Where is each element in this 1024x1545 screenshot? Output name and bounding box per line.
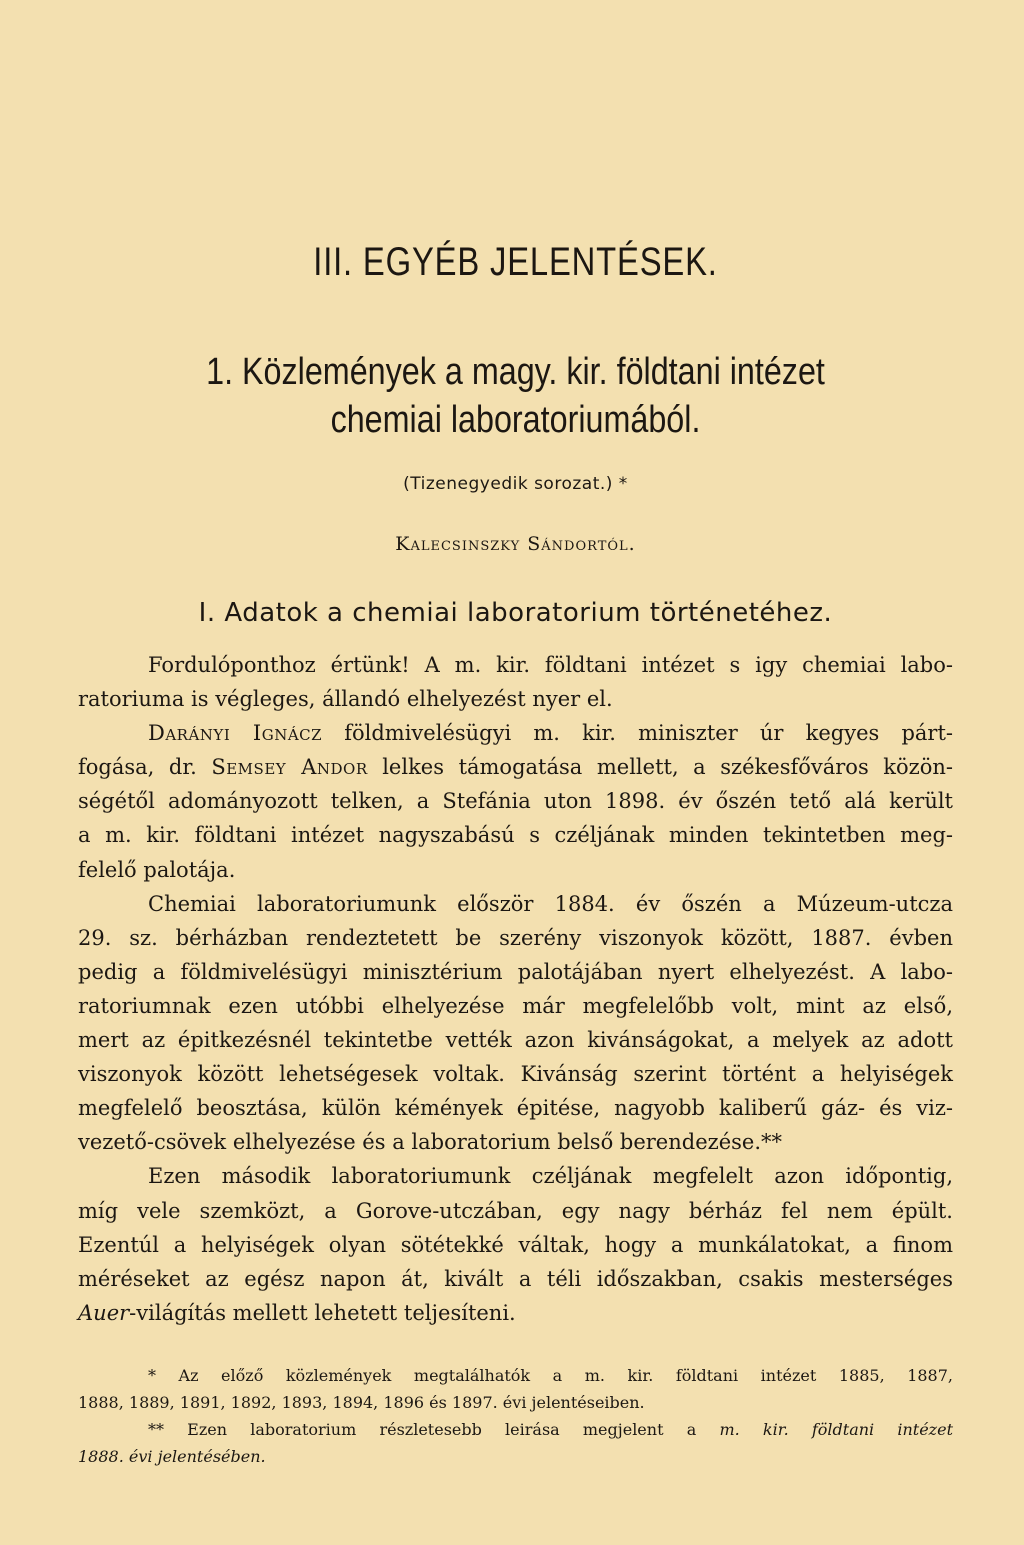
italic-term: Auer [78, 1300, 130, 1325]
body-line: ratoriumnak ezen utóbbi elhelyezése már megfelelőbb volt, mint az első, [78, 993, 953, 1018]
body-line [78, 1296, 953, 1330]
italic-term: m. kir. földtani intézet [719, 1420, 953, 1439]
body-line: 29. sz. bérházban rendeztetett be szerény viszonyok között, 1887. évben [78, 925, 953, 950]
body-line: Ezen második laboratoriumunk czéljának megfelelt azon időpontig, [148, 1164, 953, 1189]
body-text: földmivelésügyi m. kir. miniszter úr kegyes párt- [322, 721, 954, 746]
footnote-line [78, 1443, 953, 1470]
article-title [144, 348, 888, 444]
article-title-line-2: chemiai laboratoriumából. [330, 399, 701, 441]
body-line: pedig a földmivelésügyi minisztérium palotájában nyert elhelyezést. A labo- [78, 959, 953, 984]
body-line: míg vele szemközt, a Gorove-utczában, egy nagy bérház fel nem épült. [78, 1198, 953, 1223]
body-line: megfelelő beosztása, külön kémények épitése, nagyobb kaliberű gáz- és viz- [78, 1096, 953, 1121]
body-line: felelő palotája. [78, 857, 236, 882]
article-title-line-1: 1. Közlemények a magy. kir. földtani intézet [206, 351, 825, 393]
body-line: Fordulóponthoz értünk! A m. kir. földtani intézet s igy chemiai labo- [148, 653, 953, 677]
body-line [78, 716, 953, 750]
body-line: méréseket az egész napon át, kivált a téli időszakban, csakis mesterséges [78, 1266, 953, 1291]
article-body [78, 648, 953, 1330]
body-text: fogása, dr. [78, 755, 212, 780]
body-line: mert az épitkezésnél tekintetbe vették azon kivánságokat, a melyek az adott [78, 1028, 953, 1053]
document-page [78, 0, 953, 1545]
subsection-title: I. Adatok a chemiai laboratorium történetéhez. [198, 598, 833, 628]
body-line: ségétől adományozott telken, a Stefánia uton 1898. év őszén tető alá került [78, 789, 953, 814]
footnote-line [78, 1416, 953, 1443]
author-line: Kalecsinszky Sándortól. [395, 533, 636, 555]
series-note: (Tizenegyedik sorozat.) * [403, 474, 628, 494]
footnote-line: * Az előző közlemények megtalálhatók a m. kir. földtani intézet 1885, 1887, [148, 1366, 953, 1385]
body-line: Chemiai laboratoriumunk először 1884. év őszén a Múzeum-utcza [148, 891, 953, 916]
body-line: vezető-csövek elhelyezése és a laboratorium belső berendezése.** [78, 1130, 783, 1155]
body-line: Ezentúl a helyiségek olyan sötétekké váltak, hogy a munkálatokat, a finom [78, 1232, 953, 1257]
body-line: ratoriuma is végleges, állandó elhelyezést nyer el. [78, 687, 613, 712]
section-title: III. EGYÉB JELENTÉSEK. [313, 240, 718, 284]
body-line [78, 750, 953, 784]
italic-term: 1888. évi jelentésében. [78, 1447, 266, 1466]
person-name: Semsey Andor [211, 755, 368, 780]
body-text: -világítás mellett lehetett teljesíteni. [129, 1300, 516, 1325]
body-text: lelkes támogatása mellett, a székesfőváros közön- [367, 755, 953, 780]
body-line: a m. kir. földtani intézet nagyszabású s czéljának minden tekintetben meg- [78, 823, 953, 848]
body-line: viszonyok között lehetségesek voltak. Kivánság szerint történt a helyiségek [78, 1062, 953, 1087]
person-name: Darányi Ignácz [148, 721, 323, 746]
footnotes [78, 1362, 953, 1470]
footnote-text: ** Ezen laboratorium részletesebb leirása megjelent a [148, 1420, 720, 1439]
footnote-line: 1888, 1889, 1891, 1892, 1893, 1894, 1896 és 1897. évi jelentéseiben. [78, 1393, 645, 1412]
